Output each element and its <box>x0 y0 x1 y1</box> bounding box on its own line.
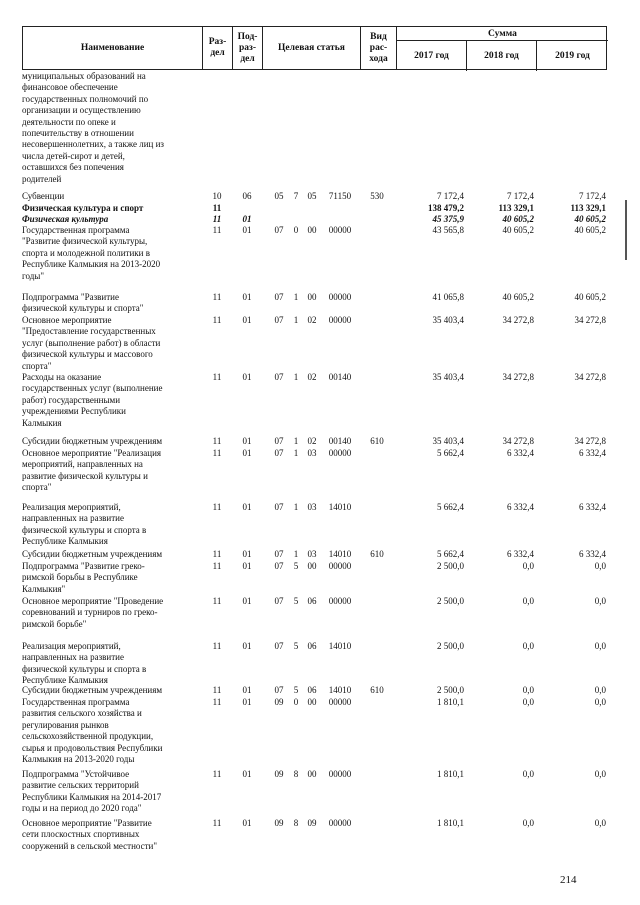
cell-rz: 11 <box>212 697 222 707</box>
cell-pr: 01 <box>242 372 252 382</box>
row-name: Государственная программа развития сельского хозяйства и регулирования рынков сельскохозяйственной продукции, сырья и продовольствия Республики Калмыкия на 2013-2020 годы <box>22 697 163 765</box>
cell-c3: 02 <box>307 372 317 382</box>
cell-rz: 11 <box>212 769 222 779</box>
cell-c4: 00000 <box>328 818 352 828</box>
cell-c2: 1 <box>293 292 299 302</box>
cell-s19: 0,0 <box>594 596 606 606</box>
cell-c3: 02 <box>307 436 317 446</box>
header-razdel: Раз- дел <box>203 27 233 69</box>
cell-rz: 11 <box>212 561 222 571</box>
cell-c1: 07 <box>274 685 284 695</box>
cell-pr: 01 <box>242 561 252 571</box>
cell-pr: 01 <box>242 502 252 512</box>
cell-s18: 40 605,2 <box>502 292 534 302</box>
cell-c2: 0 <box>293 225 299 235</box>
cell-rz: 11 <box>212 818 222 828</box>
cell-c2: 8 <box>293 818 299 828</box>
cell-c4: 00000 <box>328 448 352 458</box>
row-name: Подпрограмма "Развитие греко- римской борьбы в Республике Калмыкия" <box>22 561 145 594</box>
cell-s17: 7 172,4 <box>437 191 464 201</box>
cell-rz: 11 <box>212 641 222 651</box>
cell-c1: 07 <box>274 448 284 458</box>
cell-pr: 01 <box>242 549 252 559</box>
row-name: Основное мероприятие "Реализация мероприятий, направленных на развитие физической культуры и спорта" <box>22 448 162 493</box>
cell-c4: 00000 <box>328 596 352 606</box>
cell-pr: 01 <box>242 685 252 695</box>
page-number: 214 <box>560 874 577 886</box>
cell-c4: 00000 <box>328 561 352 571</box>
header-vid: Вид рас- хода <box>361 27 397 69</box>
cell-rz: 11 <box>212 685 222 695</box>
cell-s17: 2 500,0 <box>437 685 464 695</box>
cell-s19: 0,0 <box>594 685 606 695</box>
cell-s17: 5 662,4 <box>437 549 464 559</box>
cell-c4: 00000 <box>328 292 352 302</box>
cell-s17: 43 565,8 <box>432 225 464 235</box>
header-summa: Сумма <box>397 27 608 41</box>
cell-c2: 1 <box>293 436 299 446</box>
cell-rz: 10 <box>212 191 222 201</box>
row-name: Субвенции <box>22 191 65 201</box>
row-name: Расходы на оказание государственных услуг (выполнение работ) государственными учреждениями Республики Калмыкия <box>22 372 163 428</box>
cell-vr: 610 <box>370 685 384 695</box>
row-name: Физическая культура <box>22 214 109 224</box>
header-2017: 2017 год <box>397 41 467 71</box>
cell-c1: 07 <box>274 315 284 325</box>
cell-s18: 7 172,4 <box>507 191 534 201</box>
cell-s18: 0,0 <box>522 697 534 707</box>
cell-c3: 09 <box>307 818 317 828</box>
cell-rz: 11 <box>212 448 222 458</box>
cell-rz: 11 <box>212 214 222 224</box>
row-name: Реализация мероприятий, направленных на развитие физической культуры и спорта в Республике Калмыкия <box>22 502 147 547</box>
cell-s17: 1 810,1 <box>437 769 464 779</box>
cell-c1: 07 <box>274 372 284 382</box>
header-name: Наименование <box>23 27 203 69</box>
cell-c4: 14010 <box>328 641 352 651</box>
cell-c4: 00000 <box>328 769 352 779</box>
cell-s17: 2 500,0 <box>437 641 464 651</box>
cell-rz: 11 <box>212 292 222 302</box>
cell-c2: 5 <box>293 641 299 651</box>
cell-c1: 07 <box>274 596 284 606</box>
row-name: Подпрограмма "Развитие физической культуры и спорта" <box>22 292 144 314</box>
cell-pr: 01 <box>242 292 252 302</box>
row-name: Субсидии бюджетным учреждениям <box>22 436 163 446</box>
row-name: Субсидии бюджетным учреждениям <box>22 685 163 695</box>
cell-s17: 41 065,8 <box>432 292 464 302</box>
cell-c3: 06 <box>307 685 317 695</box>
cell-c3: 00 <box>307 697 317 707</box>
cell-s18: 34 272,8 <box>502 436 534 446</box>
cell-s19: 0,0 <box>594 641 606 651</box>
scan-edge-mark <box>625 200 627 260</box>
cell-pr: 01 <box>242 448 252 458</box>
header-celevaya: Целевая статья <box>263 27 361 69</box>
cell-c2: 5 <box>293 561 299 571</box>
cell-c4: 00000 <box>328 697 352 707</box>
cell-c2: 1 <box>293 372 299 382</box>
cell-c3: 03 <box>307 502 317 512</box>
cell-s17: 2 500,0 <box>437 596 464 606</box>
cell-s17: 1 810,1 <box>437 697 464 707</box>
cell-c4: 00000 <box>328 315 352 325</box>
row-name: Основное мероприятие "Предоставление государственных услуг (выполнение работ) в области физической культуры и массового спорта" <box>22 315 161 371</box>
cell-s18: 0,0 <box>522 596 534 606</box>
cell-s19: 0,0 <box>594 561 606 571</box>
cell-s19: 0,0 <box>594 818 606 828</box>
cell-c3: 05 <box>307 191 317 201</box>
cell-s18: 34 272,8 <box>502 372 534 382</box>
cell-c3: 03 <box>307 549 317 559</box>
cell-pr: 01 <box>242 641 252 651</box>
cell-c1: 07 <box>274 225 284 235</box>
cell-s17: 5 662,4 <box>437 448 464 458</box>
cell-rz: 11 <box>212 203 222 213</box>
row-name: муниципальных образований на финансовое обеспечение государственных полномочий по организации и осуществлению деятельности по опеке и попечительству в отношении несовершеннолетних, а также лиц из числа детей-сирот и детей, оставшихся без попечения родителей <box>22 71 164 184</box>
cell-s19: 40 605,2 <box>574 292 606 302</box>
cell-c3: 00 <box>307 225 317 235</box>
header-2019: 2019 год <box>555 51 590 61</box>
cell-rz: 11 <box>212 225 222 235</box>
cell-s19: 34 272,8 <box>574 372 606 382</box>
cell-s19: 6 332,4 <box>579 448 606 458</box>
cell-c3: 02 <box>307 315 317 325</box>
cell-rz: 11 <box>212 315 222 325</box>
cell-s19: 34 272,8 <box>574 436 606 446</box>
cell-s18: 34 272,8 <box>502 315 534 325</box>
cell-c3: 06 <box>307 641 317 651</box>
cell-s17: 35 403,4 <box>432 372 464 382</box>
cell-c1: 07 <box>274 502 284 512</box>
cell-s17: 5 662,4 <box>437 502 464 512</box>
cell-c1: 09 <box>274 818 284 828</box>
cell-s18: 0,0 <box>522 818 534 828</box>
cell-s18: 6 332,4 <box>507 502 534 512</box>
cell-s17: 1 810,1 <box>437 818 464 828</box>
cell-pr: 01 <box>242 214 252 224</box>
cell-rz: 11 <box>212 549 222 559</box>
cell-pr: 01 <box>242 697 252 707</box>
cell-rz: 11 <box>212 372 222 382</box>
cell-s18: 40 605,2 <box>502 214 534 224</box>
cell-c2: 0 <box>293 697 299 707</box>
cell-vr: 530 <box>370 191 384 201</box>
cell-c4: 14010 <box>328 549 352 559</box>
cell-pr: 01 <box>242 596 252 606</box>
row-name: Основное мероприятие "Проведение соревнований и турниров по греко- римской борьбе" <box>22 596 164 629</box>
row-name: Подпрограмма "Устойчивое развитие сельских территорий Республики Калмыкия на 2014-2017 годы и на период до 2020 года" <box>22 769 162 814</box>
cell-s17: 138 479,2 <box>428 203 464 213</box>
row-name: Субсидии бюджетным учреждениям <box>22 549 163 559</box>
cell-pr: 01 <box>242 436 252 446</box>
cell-c2: 1 <box>293 448 299 458</box>
cell-s18: 0,0 <box>522 561 534 571</box>
cell-c3: 00 <box>307 561 317 571</box>
cell-s18: 6 332,4 <box>507 448 534 458</box>
row-name: Реализация мероприятий, направленных на развитие физической культуры и спорта в Республике Калмыкия <box>22 641 147 686</box>
cell-rz: 11 <box>212 596 222 606</box>
cell-pr: 01 <box>242 818 252 828</box>
cell-s19: 7 172,4 <box>579 191 606 201</box>
cell-s19: 34 272,8 <box>574 315 606 325</box>
cell-s19: 40 605,2 <box>574 225 606 235</box>
cell-c1: 05 <box>274 191 284 201</box>
cell-s18: 40 605,2 <box>502 225 534 235</box>
cell-pr: 06 <box>242 191 252 201</box>
cell-c3: 03 <box>307 448 317 458</box>
cell-s19: 6 332,4 <box>579 502 606 512</box>
cell-s19: 113 329,1 <box>570 203 606 213</box>
cell-s17: 45 375,9 <box>432 214 464 224</box>
cell-s18: 0,0 <box>522 641 534 651</box>
cell-c1: 07 <box>274 436 284 446</box>
cell-c1: 07 <box>274 641 284 651</box>
cell-c2: 5 <box>293 596 299 606</box>
cell-c1: 07 <box>274 549 284 559</box>
cell-s18: 113 329,1 <box>498 203 534 213</box>
cell-s19: 40 605,2 <box>574 214 606 224</box>
cell-c2: 1 <box>293 502 299 512</box>
cell-s19: 0,0 <box>594 769 606 779</box>
cell-c3: 00 <box>307 292 317 302</box>
cell-rz: 11 <box>212 436 222 446</box>
cell-vr: 610 <box>370 549 384 559</box>
cell-s19: 6 332,4 <box>579 549 606 559</box>
cell-s17: 35 403,4 <box>432 315 464 325</box>
cell-c4: 00000 <box>328 225 352 235</box>
header-podrazdel: Под- раз- дел <box>233 27 263 69</box>
header-2018: 2018 год <box>467 41 537 71</box>
cell-s17: 35 403,4 <box>432 436 464 446</box>
cell-c2: 8 <box>293 769 299 779</box>
cell-pr: 01 <box>242 315 252 325</box>
cell-s19: 0,0 <box>594 697 606 707</box>
row-name: Государственная программа "Развитие физической культуры, спорта и молодежной политики в Республике Калмыкия на 2013-2020 годы" <box>22 225 161 281</box>
cell-c4: 00140 <box>328 436 352 446</box>
table-header <box>22 26 607 70</box>
cell-s17: 2 500,0 <box>437 561 464 571</box>
cell-vr: 610 <box>370 436 384 446</box>
cell-c4: 14010 <box>328 502 352 512</box>
cell-c2: 5 <box>293 685 299 695</box>
row-name: Основное мероприятие "Развитие сети плоскостных спортивных сооружений в сельской местности" <box>22 818 158 851</box>
cell-s18: 0,0 <box>522 769 534 779</box>
row-name: Физическая культура и спорт <box>22 203 144 213</box>
cell-c4: 00140 <box>328 372 352 382</box>
cell-c3: 06 <box>307 596 317 606</box>
cell-c1: 07 <box>274 561 284 571</box>
cell-c2: 1 <box>293 549 299 559</box>
cell-c2: 7 <box>293 191 299 201</box>
cell-c3: 00 <box>307 769 317 779</box>
cell-rz: 11 <box>212 502 222 512</box>
cell-s18: 6 332,4 <box>507 549 534 559</box>
cell-s18: 0,0 <box>522 685 534 695</box>
cell-c1: 07 <box>274 292 284 302</box>
cell-c4: 71150 <box>328 191 352 201</box>
cell-c1: 09 <box>274 697 284 707</box>
cell-c2: 1 <box>293 315 299 325</box>
cell-c1: 09 <box>274 769 284 779</box>
cell-c4: 14010 <box>328 685 352 695</box>
cell-pr: 01 <box>242 225 252 235</box>
cell-pr: 01 <box>242 769 252 779</box>
